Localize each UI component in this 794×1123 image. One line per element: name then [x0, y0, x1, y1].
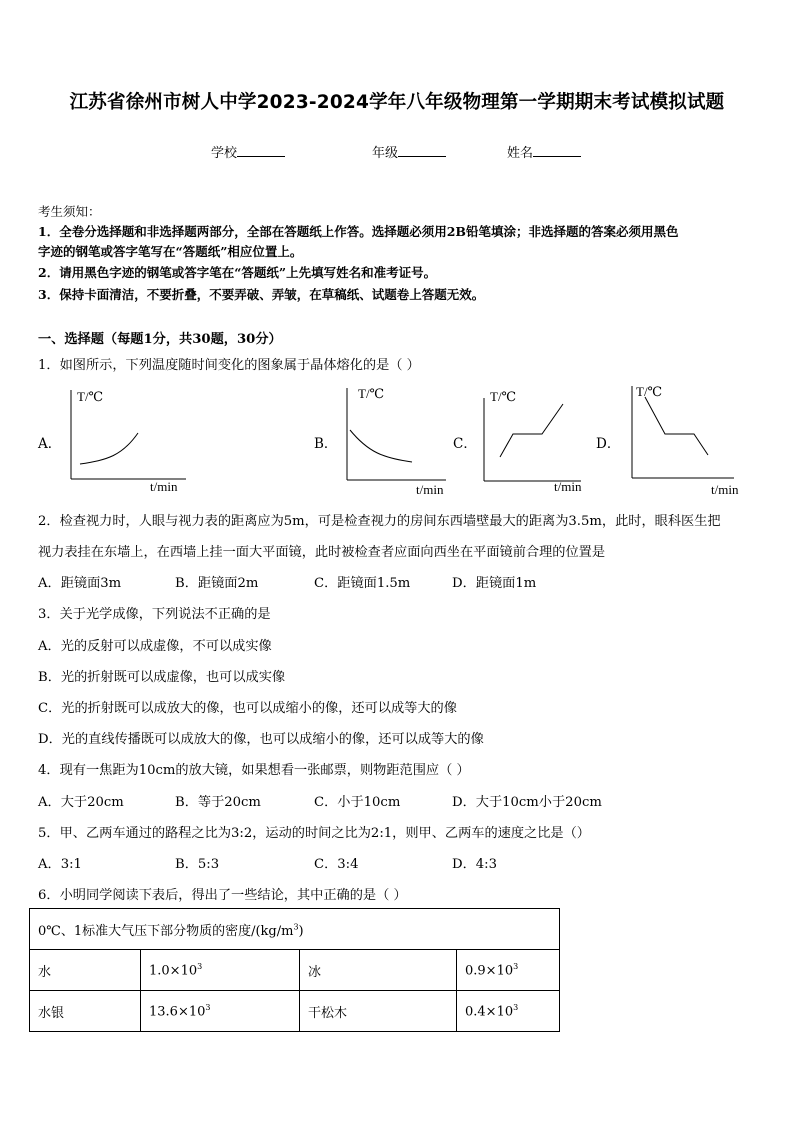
graph-c-x-label: t/min	[554, 479, 582, 494]
table-cell-density	[457, 950, 560, 991]
grade-field[interactable]	[372, 142, 446, 161]
q2-stem-line1: 2．检查视力时，人眼与视力表的距离应为5m，可是检查视力的房间东西墙壁最大的距离为3.5m，此时，眼科医生把	[38, 514, 721, 529]
table-cell-density	[141, 991, 300, 1032]
q2-option-a[interactable]: A．距镜面3m	[38, 576, 122, 591]
graph-d-x-label: t/min	[711, 482, 739, 497]
q3-option-d[interactable]: D．光的直线传播既可以成放大的像，也可以成缩小的像，还可以成等大的像	[38, 732, 484, 747]
q3-stem: 3．关于光学成像，下列说法不正确的是	[38, 607, 271, 622]
table-header-row	[30, 909, 560, 950]
graph-a-x-label: t/min	[150, 479, 178, 494]
grade-blank[interactable]	[398, 144, 446, 157]
density-exp: 3	[513, 961, 519, 971]
q3-option-a[interactable]: A．光的反射可以成虚像，不可以成实像	[38, 639, 272, 654]
notice-item-2: 2．请用黑色字迹的钢笔或答字笔在“答题纸”上先填写姓名和准考证号。	[38, 265, 437, 280]
table-cell-density	[141, 950, 300, 991]
q4-stem: 4．现有一焦距为10cm的放大镜，如果想看一张邮票，则物距范围应（ ）	[38, 763, 470, 778]
graph-a-y-label: T/℃	[77, 389, 104, 404]
q5-stem: 5．甲、乙两车通过的路程之比为3:2，运动的时间之比为2:1，则甲、乙两车的速度之比是（）	[38, 826, 590, 841]
q2-stem-line2: 视力表挂在东墙上，在西墙上挂一面大平面镜，此时被检查者应面向西坐在平面镜前合理的位置是	[38, 545, 606, 560]
q4-option-c[interactable]: C．小于10cm	[314, 795, 401, 810]
table-row	[30, 991, 560, 1032]
graph-b-x-label: t/min	[416, 482, 444, 497]
q6-stem: 6．小明同学阅读下表后，得出了一些结论，其中正确的是（ ）	[38, 888, 407, 903]
q1-stem: 1．如图所示，下列温度随时间变化的图象属于晶体熔化的是（ ）	[38, 358, 420, 373]
school-label: 学校	[211, 146, 238, 161]
q1-option-d[interactable]: D．	[596, 436, 621, 452]
table-header-suffix: )	[298, 923, 304, 939]
q5-option-c[interactable]: C．3:4	[314, 857, 359, 872]
table-header-exp: 3	[293, 922, 299, 932]
table-cell-material: 干松木	[300, 991, 457, 1032]
density-table	[29, 908, 560, 1032]
page-title: 江苏省徐州市树人中学2023-2024学年八年级物理第一学期期末考试模拟试题	[69, 92, 725, 113]
q5-option-d[interactable]: D．4:3	[452, 857, 497, 872]
q3-option-b[interactable]: B．光的折射既可以成虚像，也可以成实像	[38, 670, 286, 685]
section-heading: 一、选择题（每题1分，共30题，30分）	[38, 332, 282, 347]
graph-d	[624, 380, 744, 498]
school-blank[interactable]	[237, 144, 285, 157]
q4-option-d[interactable]: D．大于10cm小于20cm	[452, 795, 602, 810]
graph-d-y-label: T/℃	[636, 384, 663, 399]
graph-c-y-label: T/℃	[490, 389, 517, 404]
table-row	[30, 950, 560, 991]
name-label: 姓名	[507, 146, 534, 161]
name-field[interactable]	[507, 142, 581, 161]
density-exp: 3	[513, 1002, 519, 1012]
table-cell-material: 水银	[30, 991, 141, 1032]
graph-a	[62, 384, 192, 496]
q5-option-a[interactable]: A．3:1	[38, 857, 82, 872]
table-header-cell	[30, 909, 560, 950]
q4-option-a[interactable]: A．大于20cm	[38, 795, 124, 810]
q2-option-d[interactable]: D．距镜面1m	[452, 576, 537, 591]
table-cell-material: 冰	[300, 950, 457, 991]
density-exp: 3	[197, 961, 203, 971]
density-exp: 3	[205, 1002, 211, 1012]
table-cell-density	[457, 991, 560, 1032]
q1-option-b[interactable]: B．	[314, 436, 338, 452]
graph-b	[338, 382, 450, 498]
school-field[interactable]	[211, 142, 285, 161]
notice-item-1-cont: 字迹的钢笔或答字笔写在“答题纸”相应位置上。	[38, 244, 303, 259]
q2-option-b[interactable]: B．距镜面2m	[175, 576, 259, 591]
density-value: 1.0×10	[149, 963, 198, 979]
grade-label: 年级	[372, 146, 399, 161]
q1-option-c[interactable]: C．	[453, 436, 477, 452]
table-cell-material: 水	[30, 950, 141, 991]
q2-option-c[interactable]: C．距镜面1.5m	[314, 576, 411, 591]
q3-option-c[interactable]: C．光的折射既可以成放大的像，也可以成缩小的像，还可以成等大的像	[38, 701, 457, 716]
density-value: 13.6×10	[149, 1004, 206, 1020]
table-header-text: 0℃、1标准大气压下部分物质的密度/(kg/m	[38, 923, 294, 939]
q4-option-b[interactable]: B．等于20cm	[175, 795, 261, 810]
q5-option-b[interactable]: B．5:3	[175, 857, 220, 872]
notice-item-1: 1．全卷分选择题和非选择题两部分，全部在答题纸上作答。选择题必须用2B铅笔填涂；非选择题的答案必须用黑色	[38, 224, 679, 239]
graph-b-y-label: T/℃	[358, 386, 385, 401]
density-value: 0.4×10	[465, 1004, 514, 1020]
graph-c	[475, 384, 587, 496]
notice-heading: 考生须知：	[38, 204, 101, 219]
q1-option-a[interactable]: A．	[38, 436, 62, 452]
name-blank[interactable]	[533, 144, 581, 157]
density-value: 0.9×10	[465, 963, 514, 979]
notice-item-3: 3．保持卡面清洁，不要折叠，不要弄破、弄皱，在草稿纸、试题卷上答题无效。	[38, 287, 485, 302]
